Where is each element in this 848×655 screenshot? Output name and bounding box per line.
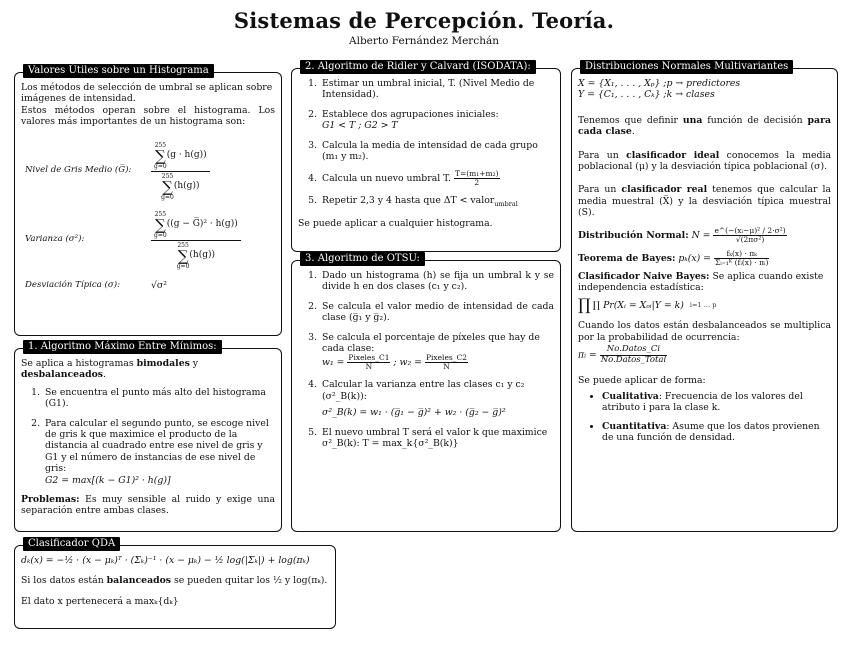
maxmin-problems: Problemas: Es muy sensible al ruido y exige una separación entre ambas clases. xyxy=(21,494,275,517)
unbalanced-text: Cuando los datos están desbalanceados se multiplica por la probabilidad de ocurrencia: xyxy=(578,320,831,343)
normal-formula: Distribución Normal: N = $\frac{\text{e\textasciicircum{}(−(xᵢ−μ)² / 2·σ²)}}{\text{√(2πσ²)}}$ xyxy=(578,225,786,244)
variance-formula: Varianza (σ²): 255 ∑ g=0 ((g − G̅)² · h(g)) 255 ∑ g=0 (h(g)) xyxy=(25,211,275,270)
page-title: Sistemas de Percepción. Teoría. xyxy=(233,8,615,33)
maxmin-step-1: 1. Se encuentra el punto más alto del histograma (G1). xyxy=(43,387,275,410)
otsu-step-4: 4. Calcular la varianza entre las clases c₁ y c₂ (σ²_B(k)): σ²_B(k) = w₁ · (g̅₁ − g̅)² + w₂ · (g̅₂ − g̅)² xyxy=(320,379,554,418)
otsu-variance-formula: σ²_B(k) = w₁ · (g̅₁ − g̅)² + w₂ · (g̅₂ − g̅)² xyxy=(322,407,506,419)
quantitative-item: • Cuantitativa: Asume que los datos provienen de una función de densidad. xyxy=(602,421,831,444)
mean-numerator: (g · h(g)) xyxy=(166,149,207,160)
apply-text: Se puede aplicar de forma: xyxy=(578,375,706,387)
normal-title: Distribuciones Normales Multivariantes xyxy=(580,60,793,74)
isodata-step-5: 5. Repetir 2,3 y 4 hasta que ΔT < valor$_{umbral}$ xyxy=(320,195,554,210)
qda-title: Clasificador QDA xyxy=(23,537,120,551)
maxmin-intro: Se aplica a histogramas bimodales y desbalanceados. xyxy=(21,358,199,381)
isodata-box xyxy=(291,61,561,252)
isodata-step-4: 4. Calcula un nuevo umbral T. $\frac{\text{T=(m₁+m₂)}}{2}$ xyxy=(320,170,554,187)
mean-denominator: (h(g)) xyxy=(173,180,200,191)
histogram-intro: Los métodos de selección de umbral se aplican sobre imágenes de intensidad. xyxy=(21,82,273,105)
histogram-intro-2: Estos métodos operan sobre el histograma. Los valores más importantes de un histograma son: xyxy=(21,104,275,128)
variance-denominator: (h(g)) xyxy=(189,249,215,260)
std-formula xyxy=(25,280,275,291)
author: Alberto Fernández Merchán xyxy=(349,35,499,47)
otsu-step-1: 1. Dado un histograma (h) se fija un umbral k y se divide h en dos clases (c₁ y c₂). xyxy=(320,270,554,293)
mean-label: Nivel de Gris Medio (G̅): xyxy=(25,165,132,176)
maxmin-step-2: 2. Para calcular el segundo punto, se escoge nivel de gris k que maximice el producto de la distancia al cuadrado entre ese nivel de gris y G1 y el número de instancias de ese nivel de gris: G2 = max[(k − G1)² · h(g)] xyxy=(43,418,275,486)
qualitative-item: • Cualitativa: Frecuencia de los valores del atributo i para la clase k. xyxy=(602,391,831,414)
prior-formula: πᵢ = $\frac{\text{No.Datos\_Ci}}{\text{No.Datos\_Total}}$ xyxy=(578,344,667,365)
qda-box xyxy=(14,538,336,629)
isodata-title: 2. Algoritmo de Ridler y Calvard (ISODATA): xyxy=(300,60,536,74)
qda-balanced: Si los datos están balanceados se pueden quitar los ½ y log(πₖ). xyxy=(21,575,328,587)
otsu-step-2: 2. Se calcula el valor medio de intensidad de cada clase (g̅₁ y g̅₂). xyxy=(320,301,554,324)
qda-formula: dₖ(x) = −½ · (x − μₖ)ᵀ · (Σₖ)⁻¹ · (x − μₖ) − ½ log(|Σₖ|) + log(πₖ) xyxy=(21,555,310,566)
std-label: Desviación Típica (σ): xyxy=(25,279,120,290)
bayes-formula: Teorema de Bayes: pₖ(x) = $\frac{\text{fₖ(x) · πₖ}}{\text{Σᵢ₌₁ᴷ (fᵢ(x) · πᵢ)}}$ xyxy=(578,248,769,267)
naive-bayes-formula: ∏ ∏ Pr(Xᵢ = Xₒᵢ|Y = k) i=1 … p xyxy=(578,295,717,315)
normal-p3: Para un clasificador real tenemos que calcular la media muestral (X̅) y la desviación típica muestral (S). xyxy=(578,184,831,219)
histogram-box xyxy=(14,65,282,336)
otsu-step-5: 5. El nuevo umbral T será el valor k que maximice σ²_B(k): T = max_k{σ²_B(k)} xyxy=(320,427,554,450)
variance-label: Varianza (σ²): xyxy=(25,234,85,245)
qda-decision: El dato x pertenecerá a maxₖ{dₖ} xyxy=(21,595,179,607)
std-value: √σ² xyxy=(151,279,167,291)
maxmin-title: 1. Algoritmo Máximo Entre Mínimos: xyxy=(23,340,222,354)
otsu-step-3: 3. Se calcula el porcentaje de píxeles que hay de cada clase: w₁ = $\frac{\text{Pixeles\_C1}}{N}$ ; w₂ = $\frac{\text{Pixeles\_C2}}{N}$ xyxy=(320,332,554,372)
histogram-title: Valores Útiles sobre un Histograma xyxy=(23,64,214,78)
normal-box xyxy=(571,61,838,532)
otsu-box xyxy=(291,253,561,532)
maxmin-g2-formula: G2 = max[(k − G1)² · h(g)] xyxy=(45,474,171,486)
isodata-step-1: 1. Estimar un umbral inicial, T. (Nivel Medio de Intensidad). xyxy=(320,78,554,101)
normal-p2: Para un clasificador ideal conocemos la media poblacional (μ) y la desviación típica poblacional (σ). xyxy=(578,149,831,173)
classes-line: Y = {C₁, . . . , Cₖ} ;k → clases xyxy=(578,89,715,101)
predictors-line: X = {X₁, . . . , Xₚ} ;p → predictores xyxy=(578,78,741,89)
isodata-step-3: 3. Calcula la media de intensidad de cada grupo (m₁ y m₂). xyxy=(320,140,554,163)
variance-numerator: ((g − G̅)² · h(g)) xyxy=(166,218,238,229)
naive-bayes: Clasificador Naive Bayes: Se aplica cuando existe independencia estadística: xyxy=(578,270,824,294)
normal-p1: Tenemos que definir una función de decisión para cada clase. xyxy=(578,114,831,138)
otsu-title: 3. Algoritmo de OTSU: xyxy=(300,252,425,266)
mean-formula: Nivel de Gris Medio (G̅): 255 ∑ g=0 (g · h(g)) 255 ∑ g=0 (h(g)) xyxy=(25,142,275,201)
isodata-step-2: 2. Establece dos agrupaciones iniciales: G1 < T ; G2 > T xyxy=(320,109,554,132)
isodata-footer: Se puede aplicar a cualquier histograma. xyxy=(298,217,493,229)
maxmin-box xyxy=(14,341,282,532)
